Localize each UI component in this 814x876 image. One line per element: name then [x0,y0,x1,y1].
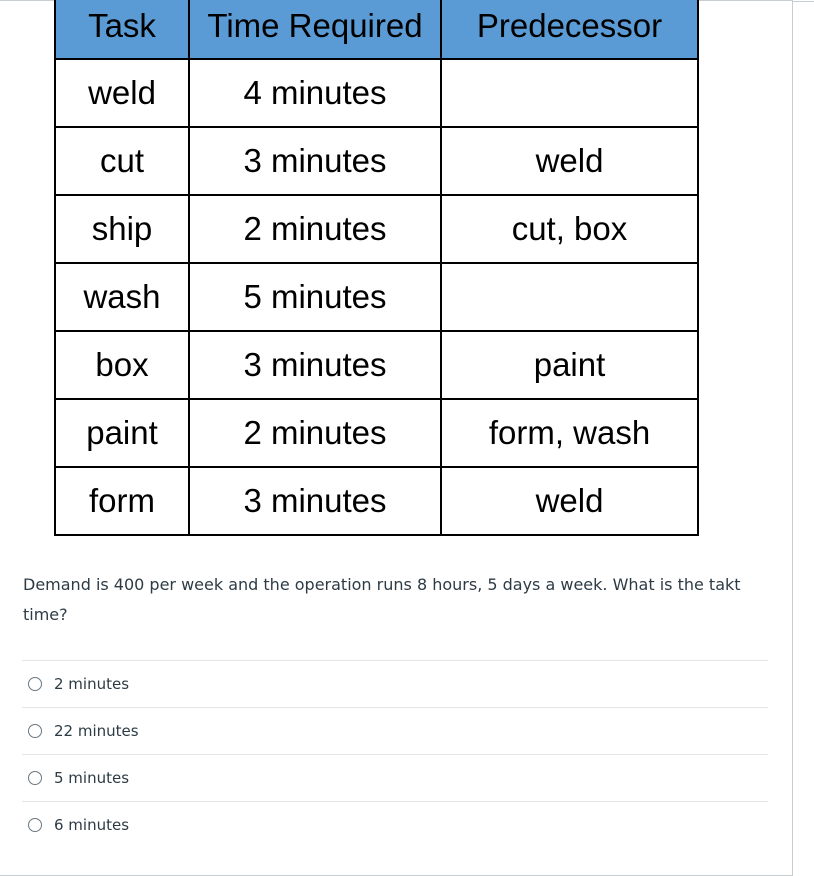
predecessor-cell: weld [441,467,698,535]
time-cell: 2 minutes [189,195,441,263]
predecessor-cell: form, wash [441,399,698,467]
answer-label: 5 minutes [54,769,130,787]
task-cell: cut [55,127,189,195]
answer-label: 22 minutes [54,722,139,740]
table-row [55,467,698,535]
header-predecessor: Predecessor [441,0,698,59]
task-cell: wash [55,263,189,331]
table-header-row [55,0,698,59]
table-row [55,195,698,263]
table-row [55,127,698,195]
time-cell: 5 minutes [189,263,441,331]
table-row [55,399,698,467]
radio-button[interactable] [28,724,42,738]
task-cell: weld [55,59,189,127]
time-cell: 4 minutes [189,59,441,127]
time-cell: 3 minutes [189,331,441,399]
frame-border-right [792,0,793,876]
answer-option[interactable] [22,754,768,801]
table-row [55,263,698,331]
time-cell: 3 minutes [189,467,441,535]
predecessor-cell: paint [441,331,698,399]
question-text: Demand is 400 per week and the operation runs 8 hours, 5 days a week. What is the takt time? [23,575,741,624]
table-row [55,331,698,399]
task-cell: paint [55,399,189,467]
task-table [54,0,699,536]
answer-option[interactable] [22,801,768,848]
header-time-required: Time Required [189,0,441,59]
answer-label: 6 minutes [54,816,130,834]
answer-list [22,660,768,848]
time-cell: 2 minutes [189,399,441,467]
header-task: Task [55,0,189,59]
answer-label: 2 minutes [54,675,130,693]
table-row [55,59,698,127]
answer-option[interactable] [22,707,768,754]
frame-border-top-right [793,1,814,2]
predecessor-cell: cut, box [441,195,698,263]
radio-button[interactable] [28,818,42,832]
time-cell: 3 minutes [189,127,441,195]
predecessor-cell [441,59,698,127]
radio-button[interactable] [28,771,42,785]
radio-button[interactable] [28,677,42,691]
predecessor-cell: weld [441,127,698,195]
task-cell: box [55,331,189,399]
answer-option[interactable] [22,660,768,707]
task-cell: form [55,467,189,535]
task-cell: ship [55,195,189,263]
predecessor-cell [441,263,698,331]
